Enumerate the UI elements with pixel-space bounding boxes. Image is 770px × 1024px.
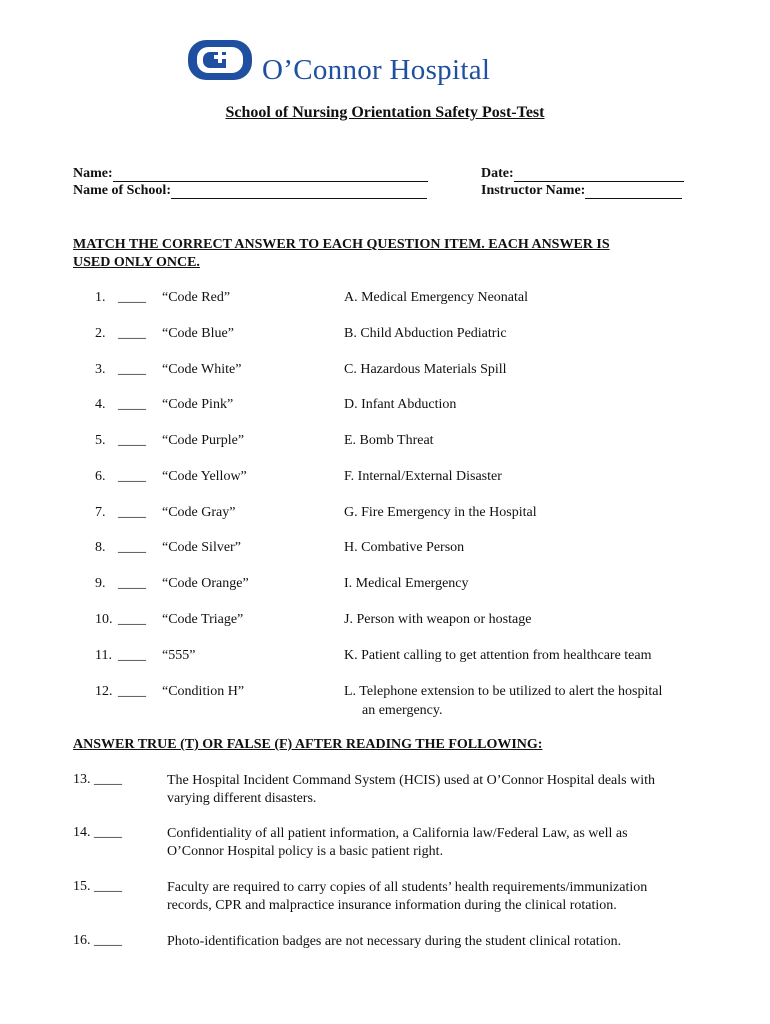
date-line[interactable] xyxy=(514,167,684,182)
answer-blank[interactable]: ____ xyxy=(118,290,146,305)
answer-option: B. Child Abduction Pediatric xyxy=(344,326,507,341)
answer-blank[interactable]: ____ xyxy=(118,326,146,341)
tf-statement xyxy=(167,879,707,915)
item-number: 2. xyxy=(95,326,106,341)
answer-option: G. Fire Emergency in the Hospital xyxy=(344,505,537,520)
tf-statement-line: Confidentiality of all patient information, a California law/Federal Law, as well as xyxy=(167,826,628,841)
code-name: “Code Gray” xyxy=(162,505,236,520)
page-title: School of Nursing Orientation Safety Post-Test xyxy=(225,104,545,121)
code-name: “Code Red” xyxy=(162,290,231,305)
tf-statement-line: O’Connor Hospital policy is a basic patient right. xyxy=(167,844,444,859)
date-field[interactable] xyxy=(481,166,684,182)
item-number: 7. xyxy=(95,505,106,520)
matching-heading: MATCH THE CORRECT ANSWER TO EACH QUESTION ITEM. EACH ANSWER IS USED ONLY ONCE. xyxy=(73,237,610,270)
item-number: 1. xyxy=(95,290,106,305)
answer-option: F. Internal/External Disaster xyxy=(344,469,502,484)
answer-option: E. Bomb Threat xyxy=(344,433,434,448)
code-name: “Condition H” xyxy=(162,684,245,699)
school-label: Name of School: xyxy=(73,183,171,198)
item-number: 11. xyxy=(95,648,112,663)
tf-statement-line: varying different disasters. xyxy=(167,791,317,806)
answer-blank[interactable]: ____ xyxy=(118,469,146,484)
code-name: “Code Pink” xyxy=(162,397,234,412)
answer-blank[interactable]: ____ xyxy=(118,362,146,377)
answer-option: H. Combative Person xyxy=(344,540,465,555)
school-field[interactable] xyxy=(73,183,427,199)
answer-option-continued: an emergency. xyxy=(362,703,443,718)
answer-option: D. Infant Abduction xyxy=(344,397,457,412)
code-name: “Code Silver” xyxy=(162,540,241,555)
answer-blank[interactable]: ____ xyxy=(118,612,146,627)
code-name: “Code Triage” xyxy=(162,612,244,627)
answer-option: A. Medical Emergency Neonatal xyxy=(344,290,529,305)
code-name: “Code Orange” xyxy=(162,576,249,591)
item-number: 8. xyxy=(95,540,106,555)
name-line[interactable] xyxy=(113,167,428,182)
instructor-line[interactable] xyxy=(585,184,682,199)
tf-statement xyxy=(167,825,707,861)
tf-statement xyxy=(167,933,707,951)
item-number: 4. xyxy=(95,397,106,412)
instructor-label: Instructor Name: xyxy=(481,183,586,198)
tf-item-number[interactable]: 13. ____ xyxy=(73,772,122,787)
code-name: “Code Yellow” xyxy=(162,469,247,484)
date-label: Date: xyxy=(481,166,514,181)
answer-blank[interactable]: ____ xyxy=(118,540,146,555)
tf-statement-line: Faculty are required to carry copies of all students’ health requirements/immunization xyxy=(167,880,648,895)
code-name: “Code Purple” xyxy=(162,433,245,448)
school-line[interactable] xyxy=(171,184,427,199)
tf-statement-line: Photo-identification badges are not necessary during the student clinical rotation. xyxy=(167,934,622,949)
item-number: 6. xyxy=(95,469,106,484)
name-field[interactable] xyxy=(73,166,428,182)
code-name: “555” xyxy=(162,648,196,663)
item-number: 12. xyxy=(95,684,113,699)
answer-blank[interactable]: ____ xyxy=(118,684,146,699)
truefalse-heading: ANSWER TRUE (T) OR FALSE (F) AFTER READING THE FOLLOWING: xyxy=(73,737,543,752)
item-number: 10. xyxy=(95,612,113,627)
tf-item-number[interactable]: 15. ____ xyxy=(73,879,122,894)
answer-option: I. Medical Emergency xyxy=(344,576,469,591)
hospital-logo xyxy=(186,38,586,88)
answer-option: L. Telephone extension to be utilized to alert the hospital xyxy=(344,684,663,699)
item-number: 9. xyxy=(95,576,106,591)
tf-item-number[interactable]: 16. ____ xyxy=(73,933,122,948)
tf-statement-line: records, CPR and malpractice insurance information during the clinical rotation. xyxy=(167,898,617,913)
tf-statement xyxy=(167,772,707,808)
code-name: “Code White” xyxy=(162,362,242,377)
hospital-logo-icon xyxy=(186,38,254,82)
answer-option: K. Patient calling to get attention from healthcare team xyxy=(344,648,652,663)
item-number: 5. xyxy=(95,433,106,448)
answer-option: C. Hazardous Materials Spill xyxy=(344,362,507,377)
answer-blank[interactable]: ____ xyxy=(118,433,146,448)
hospital-logo-text: O’Connor Hospital xyxy=(262,54,491,86)
answer-blank[interactable]: ____ xyxy=(118,648,146,663)
answer-blank[interactable]: ____ xyxy=(118,505,146,520)
instructor-field[interactable] xyxy=(481,183,682,199)
tf-item-number[interactable]: 14. ____ xyxy=(73,825,122,840)
item-number: 3. xyxy=(95,362,106,377)
code-name: “Code Blue” xyxy=(162,326,234,341)
name-label: Name: xyxy=(73,166,113,181)
tf-statement-line: The Hospital Incident Command System (HCIS) used at O’Connor Hospital deals with xyxy=(167,773,655,788)
answer-option: J. Person with weapon or hostage xyxy=(344,612,532,627)
answer-blank[interactable]: ____ xyxy=(118,576,146,591)
answer-blank[interactable]: ____ xyxy=(118,397,146,412)
